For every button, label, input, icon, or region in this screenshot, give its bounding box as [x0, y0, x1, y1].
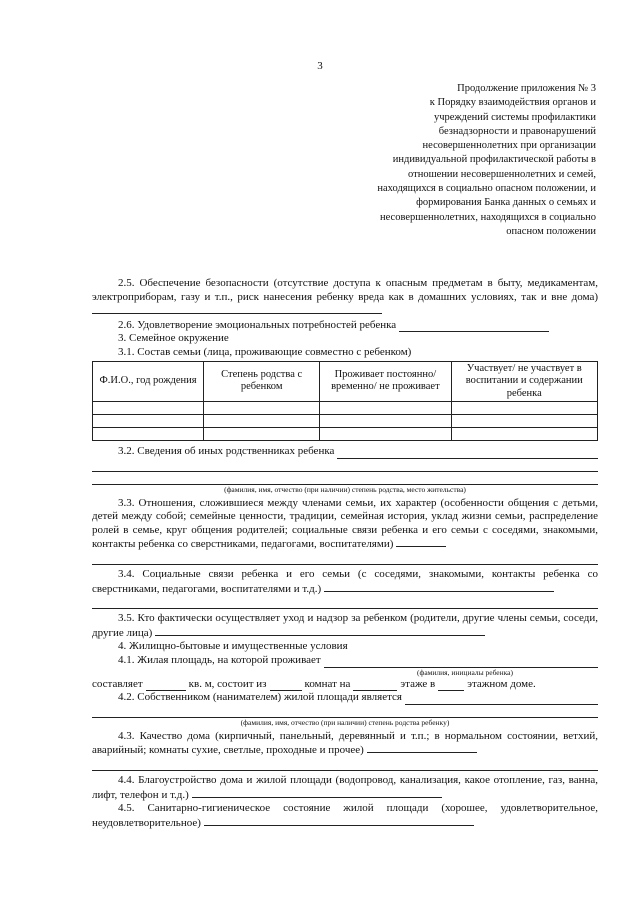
section-3-5-field[interactable] — [155, 626, 485, 636]
rooms-field[interactable] — [270, 681, 302, 691]
section-4-3-field[interactable] — [367, 743, 477, 753]
section-3-3-field[interactable] — [396, 537, 446, 547]
floors-field[interactable] — [438, 681, 464, 691]
section-4-1 — [92, 654, 598, 668]
section-3-2-field[interactable] — [337, 449, 598, 459]
section-4-5-text: 4.5. Санитарно-гигиеническое состояние жилой площади (хорошее, удовлетворительное, неудовлетворительное) — [92, 802, 598, 829]
table-cell[interactable] — [204, 402, 320, 415]
section-4-2-field-line[interactable] — [92, 705, 598, 718]
section-4-3 — [92, 730, 598, 758]
section-3-3-text: 3.3. Отношения, сложившиеся между членами семьи, их характер (особенности общения с детьми, детей между собой; семейные ценности, традиции, семейная история, уклад жизни семьи, распределение ролей в семье, круг общения родителей; социальные связи ребенка и его семьи с соседями, знакомыми, контакты ребенка со сверстниками, педагогами, воспитателями) — [92, 496, 598, 551]
section-4-1-text: 4.1. Жилая площадь, на которой проживает — [118, 654, 321, 666]
section-2-5-field[interactable] — [92, 304, 382, 314]
section-4-4-text: 4.4. Благоустройство дома и жилой площади (водопровод, канализация, какое отопление, газ, ванна, лифт, телефон и т.д.) — [92, 773, 598, 801]
appendix-line: учреждений системы профилактики — [433, 111, 596, 123]
floor-label: комнат на — [304, 677, 351, 690]
floor-field[interactable] — [353, 681, 397, 691]
table-cell[interactable] — [93, 428, 204, 441]
appendix-line: отношении несовершеннолетних и семей, — [408, 168, 596, 180]
table-cell[interactable] — [451, 428, 597, 441]
section-4-5-field[interactable] — [204, 816, 474, 826]
appendix-line: к Порядку взаимодействия органов и — [429, 97, 596, 109]
section-2-6-text: 2.6. Удовлетворение эмоциональных потребностей ребенка — [118, 318, 397, 331]
section-3-3 — [92, 497, 598, 552]
section-4-3-text: 4.3. Качество дома (кирпичный, панельный, деревянный и т.п.; в нормальном состоянии, ветхий, аварийный; комнаты сухие, светлые, проходные и прочее) — [92, 729, 598, 757]
area-field[interactable] — [146, 681, 186, 691]
appendix-line: несовершеннолетних при организации — [422, 140, 596, 152]
section-4-2 — [92, 691, 598, 705]
section-3-2 — [92, 445, 598, 459]
section-2-6 — [92, 319, 598, 333]
section-2-5-text: 2.5. Обеспечение безопасности (отсутствие доступа к опасным предметам в быту, медикаментам, электроприборам, газу и т.п., риск нанесения ребенку вреда как в домашних условиях, так и вне дома) — [92, 277, 598, 303]
table-cell[interactable] — [320, 402, 451, 415]
table-header-cell: Степень родства с ребенком — [204, 361, 320, 402]
table-cell[interactable] — [204, 428, 320, 441]
section-3-5 — [92, 612, 598, 640]
section-3-4-field-line[interactable] — [92, 596, 598, 609]
section-4-2-caption: (фамилия, имя, отчество (при наличии) степень родства ребенку) — [240, 717, 450, 727]
area-label: составляет — [92, 677, 143, 690]
section-3-4 — [92, 568, 598, 596]
section-4-4-field[interactable] — [192, 788, 442, 798]
form-body — [92, 277, 598, 830]
appendix-line: индивидуальной профилактической работы в — [392, 154, 596, 166]
section-4-1-caption: (фамилия, инициалы ребенка) — [416, 667, 514, 677]
section-4-5 — [92, 802, 598, 830]
section-3-2-caption: (фамилия, имя, отчество (при наличии) степень родства, место жительства) — [224, 484, 466, 494]
section-3-1-heading: 3.1. Состав семьи (лица, проживающие совместно с ребенком) — [118, 345, 412, 358]
section-3-2-text: 3.2. Сведения об иных родственниках ребенка — [118, 445, 335, 458]
table-header-cell: Проживает постоянно/временно/ не проживает — [320, 361, 451, 402]
section-3-5-text: 3.5. Кто фактически осуществляет уход и надзор за ребенком (родители, другие члены семьи, соседи, другие лица) — [92, 612, 598, 639]
family-composition-table — [92, 361, 598, 442]
table-row — [93, 415, 598, 428]
table-row — [93, 428, 598, 441]
table-header-cell: Ф.И.О., год рождения — [93, 361, 204, 402]
appendix-line: формирования Банка данных о семьях и — [416, 197, 596, 209]
floors-label: этаже в — [400, 677, 436, 690]
section-4-2-field[interactable] — [405, 695, 598, 705]
table-row — [93, 402, 598, 415]
appendix-header — [346, 82, 596, 239]
table-cell[interactable] — [451, 415, 597, 428]
appendix-line: опасном положении — [506, 225, 596, 237]
section-4-heading: 4. Жилищно-бытовые и имущественные условия — [118, 640, 348, 653]
section-4-1-field[interactable] — [324, 658, 598, 668]
table-header-cell: Участвует/ не участвует в воспитании и содержании ребенка — [451, 361, 597, 402]
section-4-2-text: 4.2. Собственником (нанимателем) жилой площади является — [118, 691, 402, 704]
appendix-line: несовершеннолетних, находящихся в социально — [380, 211, 596, 223]
table-cell[interactable] — [93, 402, 204, 415]
section-3-4-text: 3.4. Социальные связи ребенка и его семьи (с соседями, знакомыми, контакты ребенка со сверстниками, педагогами, воспитателями и т.д.) — [92, 568, 598, 595]
appendix-line: безнадзорности и правонарушений — [438, 125, 596, 137]
section-3-3-field-line[interactable] — [92, 552, 598, 565]
table-cell[interactable] — [320, 415, 451, 428]
section-3-2-field-line[interactable] — [92, 459, 598, 472]
section-4-3-field-line[interactable] — [92, 758, 598, 771]
table-cell[interactable] — [204, 415, 320, 428]
table-cell[interactable] — [93, 415, 204, 428]
section-4-4 — [92, 774, 598, 802]
appendix-line: Продолжение приложения № 3 — [457, 83, 596, 94]
section-2-6-field[interactable] — [399, 322, 549, 332]
section-3-2-field-line[interactable] — [92, 472, 598, 485]
section-3-4-field[interactable] — [324, 582, 554, 592]
rooms-label: кв. м, состоит из — [188, 677, 267, 690]
appendix-line: находящихся в социально опасном положении, и — [377, 183, 596, 195]
section-2-5 — [92, 277, 598, 319]
table-header-row — [93, 361, 598, 402]
table-cell[interactable] — [320, 428, 451, 441]
section-3-heading: 3. Семейное окружение — [118, 332, 229, 345]
page-number: 3 — [317, 60, 323, 72]
house-label: этажном доме. — [467, 677, 536, 690]
table-cell[interactable] — [451, 402, 597, 415]
section-4-1-details — [92, 678, 598, 692]
